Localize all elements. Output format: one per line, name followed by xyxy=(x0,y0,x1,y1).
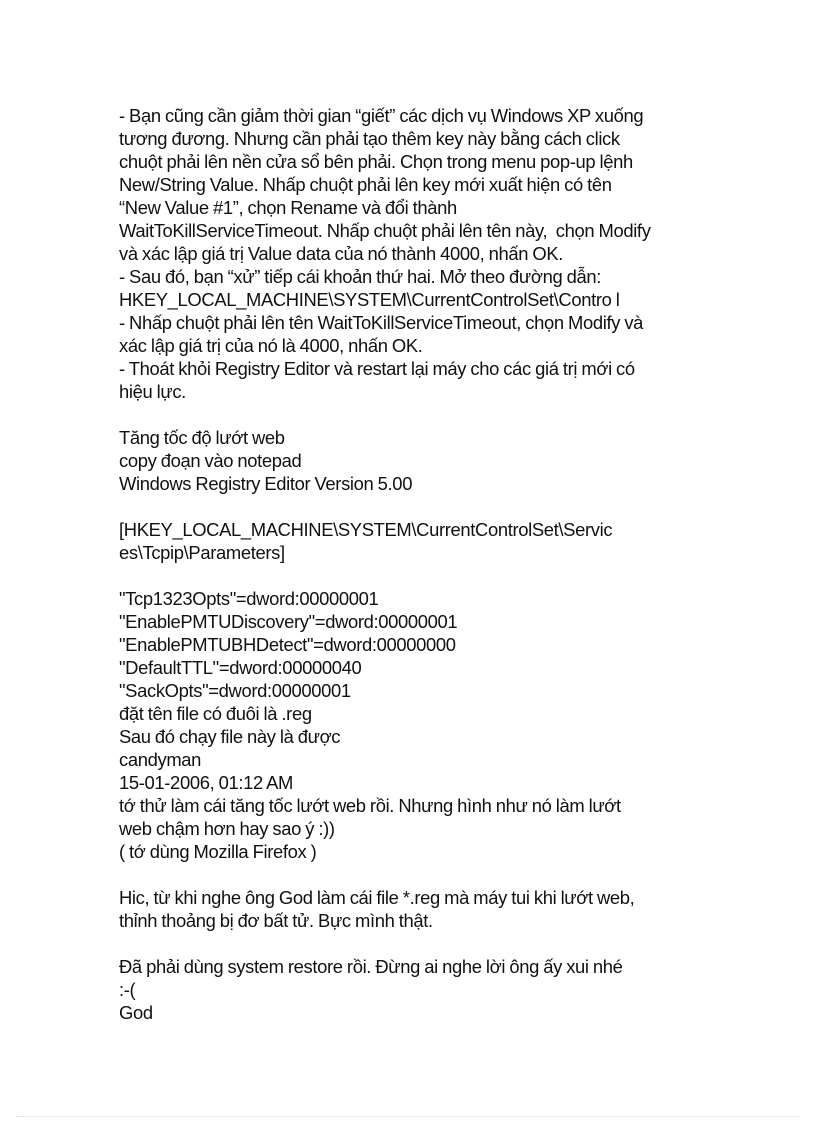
registry-value-line: "Tcp1323Opts"=dword:00000001 xyxy=(119,588,379,609)
paragraph-registry-steps xyxy=(119,104,709,403)
text-line: tương đương. Nhưng cần phải tạo thêm key này bằng cách click xyxy=(119,128,620,149)
blank-line xyxy=(119,495,709,518)
text-line: - Bạn cũng cần giảm thời gian “giết” các dịch vụ Windows XP xuống xyxy=(119,105,644,126)
text-line: copy đoạn vào notepad xyxy=(119,450,302,471)
paragraph-registry-values xyxy=(119,587,709,863)
text-line: - Sau đó, bạn “xử” tiếp cái khoản thứ hai. Mở theo đường dẫn: xyxy=(119,266,602,287)
text-line: hiệu lực. xyxy=(119,381,186,402)
author-name: candyman xyxy=(119,749,202,770)
author-signature: God xyxy=(119,1002,153,1023)
text-line: :-( xyxy=(119,979,136,1000)
post-timestamp: 15-01-2006, 01:12 AM xyxy=(119,772,293,793)
text-line: “New Value #1”, chọn Rename và đổi thành xyxy=(119,197,457,218)
text-line: New/String Value. Nhấp chuột phải lên key mới xuất hiện có tên xyxy=(119,174,612,195)
text-line: ( tớ dùng Mozilla Firefox ) xyxy=(119,841,317,862)
paragraph-warning xyxy=(119,955,709,1024)
document-body xyxy=(119,104,709,1024)
blank-line xyxy=(119,403,709,426)
blank-line xyxy=(119,863,709,886)
registry-value-line: "EnablePMTUDiscovery"=dword:00000001 xyxy=(119,611,458,632)
registry-value-line: "SackOpts"=dword:00000001 xyxy=(119,680,351,701)
text-line: tớ thử làm cái tăng tốc lướt web rồi. Nhưng hình như nó làm lướt xyxy=(119,795,621,816)
paragraph-registry-key xyxy=(119,518,709,564)
section-heading: Tăng tốc độ lướt web xyxy=(119,427,285,448)
registry-key-line: [HKEY_LOCAL_MACHINE\SYSTEM\CurrentControlSet\Servic xyxy=(119,519,613,540)
registry-header-line: Windows Registry Editor Version 5.00 xyxy=(119,473,413,494)
text-line: - Nhấp chuột phải lên tên WaitToKillServiceTimeout, chọn Modify và xyxy=(119,312,644,333)
page-bottom-edge xyxy=(16,1116,800,1117)
paragraph-speed-up-web xyxy=(119,426,709,495)
blank-line xyxy=(119,564,709,587)
text-line: xác lập giá trị của nó là 4000, nhấn OK. xyxy=(119,335,423,356)
registry-value-line: "DefaultTTL"=dword:00000040 xyxy=(119,657,362,678)
text-line: web chậm hơn hay sao ý :)) xyxy=(119,818,335,839)
text-line: và xác lập giá trị Value data của nó thành 4000, nhấn OK. xyxy=(119,243,564,264)
text-line: thỉnh thoảng bị đơ bất tử. Bực mình thật. xyxy=(119,910,433,931)
paragraph-complaint xyxy=(119,886,709,932)
registry-value-line: "EnablePMTUBHDetect"=dword:00000000 xyxy=(119,634,456,655)
text-line: Hic, từ khi nghe ông God làm cái file *.reg mà máy tui khi lướt web, xyxy=(119,887,635,908)
text-line: Sau đó chạy file này là được xyxy=(119,726,341,747)
registry-path-line: HKEY_LOCAL_MACHINE\SYSTEM\CurrentControlSet\Contro l xyxy=(119,289,620,310)
text-line: chuột phải lên nền cửa sổ bên phải. Chọn trong menu pop-up lệnh xyxy=(119,151,633,172)
text-line: WaitToKillServiceTimeout. Nhấp chuột phải lên tên này, chọn Modify xyxy=(119,220,651,241)
text-line: Đã phải dùng system restore rồi. Đừng ai nghe lời ông ấy xui nhé xyxy=(119,956,623,977)
blank-line xyxy=(119,932,709,955)
text-line: đặt tên file có đuôi là .reg xyxy=(119,703,312,724)
registry-key-line: es\Tcpip\Parameters] xyxy=(119,542,285,563)
text-line: - Thoát khỏi Registry Editor và restart lại máy cho các giá trị mới có xyxy=(119,358,635,379)
